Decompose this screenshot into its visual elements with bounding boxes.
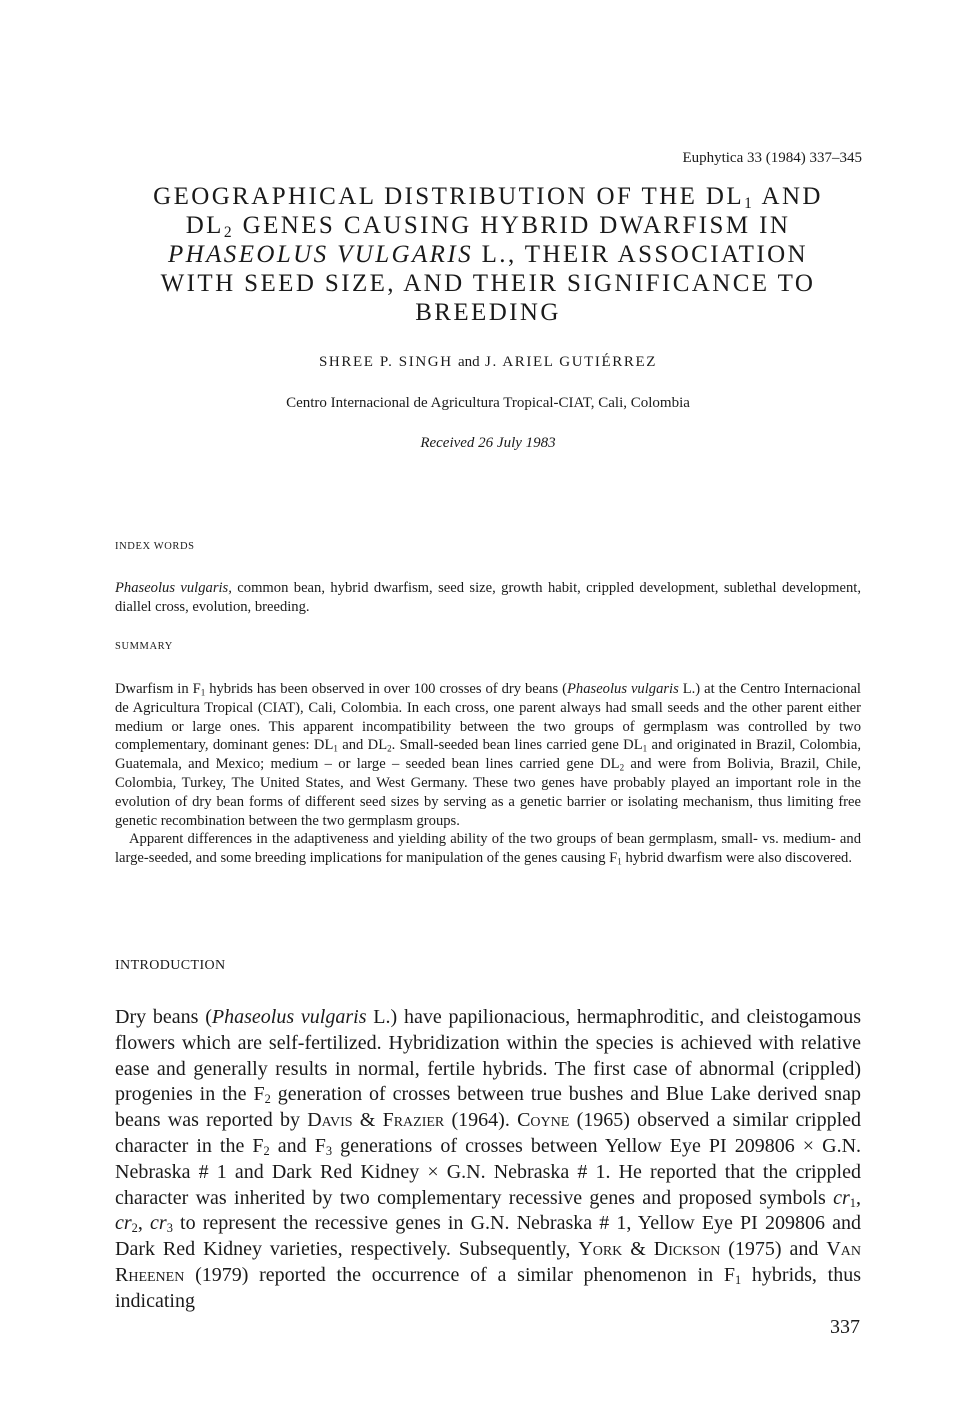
title-line-5: BREEDING (415, 299, 561, 326)
summary-paragraph-1: Dwarfism in $F_1$ hybrids has been observed in over 100 crosses of dry beans (Phaseolus vulgaris L.) at the Centro Internacional de Agricultura Tropical (CIAT), Cali, Colombia. In each cross, one parent always had small seeds and the other parent either medium or large ones. This apparent incompatibility between the two groups of germplasm was controlled by two complementary, dominant genes: $DL_1$ and $DL_2$. Small-seeded bean lines carried gene $DL_1$ and originated in Brazil, Colombia, Guatemala, and Mexico; medium – or large – seeded bean lines carried gene $DL_2$ and were from Bolivia, Brazil, Chile, Colombia, Turkey, The United States, and West Germany. These two genes have probably played an important role in the evolution of dry bean forms of different seed sizes by serving as a genetic barrier or isolating mechanism, thus limiting free genetic recombination between the two germplasm groups. (115, 681, 862, 829)
journal-reference: Euphytica 33 (1984) 337–345 (682, 150, 862, 166)
summary-text (115, 680, 861, 868)
introduction-text: Dry beans (Phaseolus vulgaris L.) have papilionacious, hermaphroditic, and cleistogamous flowers which are self-fertilized. Hybridization within the species is achieved with relative ease and generally results in normal, fertile hybrids. The first case of abnormal (crippled) progenies in the $F_2$ generation of crosses between true bushes and Blue Lake derived snap beans was reported by Davis & Frazier (1964). Coyne (1965) observed a similar crippled character in the $F_2$ and $F_3$ generations of crosses between Yellow Eye PI 209806 × G.N. Nebraska # 1 and Dark Red Kidney × G.N. Nebraska # 1. He reported that the crippled character was inherited by two complementary recessive genes and proposed symbols $cr_1$, $cr_2$, $cr_3$ to represent the recessive genes in G.N. Nebraska # 1, Yellow Eye PI 209806 and Dark Red Kidney varieties, respectively. Subsequently, York & Dickson (1975) and Van Rheenen (1979) reported the occurrence of a similar phenomenon in $F_1$ hybrids, thus indicating (115, 1006, 862, 1312)
author-2: J. ARIEL GUTIÉRREZ (485, 354, 658, 370)
title-line-1: GEOGRAPHICAL DISTRIBUTION OF THE $DL_1$ AND (153, 183, 823, 212)
affiliation: Centro Internacional de Agricultura Tropical-CIAT, Cali, Colombia (286, 395, 690, 411)
author-1: SHREE P. SINGH (318, 354, 453, 370)
title-line-4: WITH SEED SIZE, AND THEIR SIGNIFICANCE TO (160, 270, 816, 297)
title-line-2: $DL_2$ GENES CAUSING HYBRID DWARFISM IN (185, 212, 791, 241)
summary-paragraph-2: Apparent differences in the adaptiveness and yielding ability of the two groups of bean germplasm, small- vs. medium- and large-seeded, and some breeding implications for manipulation of the genes causing $F_1$ hybrid dwarfism were also discovered. (115, 831, 861, 867)
summary-heading: SUMMARY (115, 641, 173, 652)
paper-title (100, 182, 876, 327)
index-words-text: Phaseolus vulgaris, common bean, hybrid dwarfism, seed size, growth habit, crippled development, sublethal development, diallel cross, evolution, breeding. (115, 580, 861, 615)
introduction-heading: INTRODUCTION (115, 958, 226, 973)
page-number: 337 (830, 1316, 860, 1338)
authors: SHREE P. SINGH and J. ARIEL GUTIÉRREZ (318, 354, 658, 370)
received-date: Received 26 July 1983 (420, 435, 556, 451)
title-line-3: PHASEOLUS VULGARIS L., THEIR ASSOCIATION (168, 241, 808, 268)
index-words-heading: INDEX WORDS (115, 541, 195, 552)
